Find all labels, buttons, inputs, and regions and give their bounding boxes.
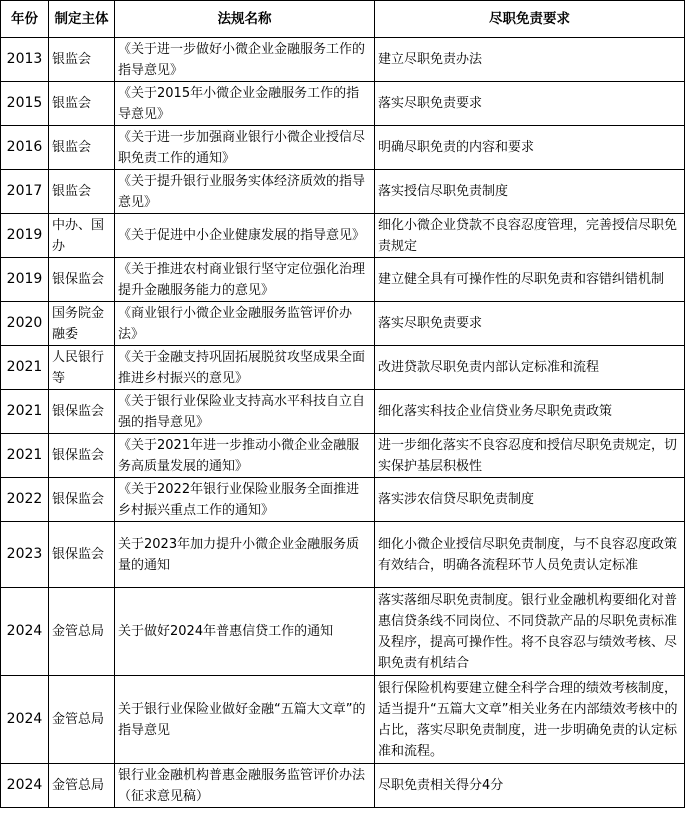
table-row [1,170,685,214]
table-row [1,390,685,434]
cell-title: 《关于2021年进一步推动小微企业金融服务高质量发展的通知》 [115,434,375,478]
header-requirement: 尽职免责要求 [375,1,685,38]
cell-requirement: 落实落细尽职免责制度。银行业金融机构要细化对普惠信贷条线不同岗位、不同贷款产品的尽职免责标准及程序，提高可操作性。将不良容忍与绩效考核、尽职免责有机结合 [375,588,685,676]
cell-title: 《关于2015年小微企业金融服务工作的指导意见》 [115,82,375,126]
table-row [1,38,685,82]
cell-body: 金管总局 [49,676,115,764]
cell-year: 2021 [1,346,49,390]
cell-body: 银监会 [49,126,115,170]
cell-requirement: 建立健全具有可操作性的尽职免责和容错纠错机制 [375,258,685,302]
table-row [1,478,685,522]
cell-title: 《关于2022年银行业保险业服务全面推进乡村振兴重点工作的通知》 [115,478,375,522]
cell-title: 关于银行业保险业做好金融“五篇大文章”的指导意见 [115,676,375,764]
table-row [1,676,685,764]
cell-title: 《关于金融支持巩固拓展脱贫攻坚成果全面推进乡村振兴的意见》 [115,346,375,390]
cell-body: 金管总局 [49,764,115,808]
cell-requirement: 落实尽职免责要求 [375,82,685,126]
cell-title: 《商业银行小微企业金融服务监管评价办法》 [115,302,375,346]
table-row [1,82,685,126]
cell-body: 银保监会 [49,478,115,522]
cell-requirement: 细化小微企业授信尽职免责制度，与不良容忍度政策有效结合，明确各流程环节人员免责认定标准 [375,522,685,588]
cell-year: 2024 [1,764,49,808]
cell-body: 人民银行等 [49,346,115,390]
header-year: 年份 [1,1,49,38]
cell-year: 2023 [1,522,49,588]
cell-year: 2015 [1,82,49,126]
cell-title: 《关于促进中小企业健康发展的指导意见》 [115,214,375,258]
cell-body: 银保监会 [49,258,115,302]
cell-year: 2020 [1,302,49,346]
cell-year: 2019 [1,214,49,258]
cell-body: 银监会 [49,82,115,126]
cell-body: 中办、国办 [49,214,115,258]
cell-body: 银监会 [49,38,115,82]
cell-requirement: 银行保险机构要建立健全科学合理的绩效考核制度，适当提升“五篇大文章”相关业务在内部绩效考核中的占比，落实尽职免责制度，进一步明确免责的认定标准和流程。 [375,676,685,764]
table-row [1,346,685,390]
table-row [1,214,685,258]
cell-title: 《关于进一步加强商业银行小微企业授信尽职免责工作的通知》 [115,126,375,170]
cell-requirement: 进一步细化落实不良容忍度和授信尽职免责规定，切实保护基层积极性 [375,434,685,478]
cell-year: 2021 [1,434,49,478]
cell-year: 2013 [1,38,49,82]
cell-title: 关于2023年加力提升小微企业金融服务质量的通知 [115,522,375,588]
cell-year: 2019 [1,258,49,302]
cell-requirement: 改进贷款尽职免责内部认定标准和流程 [375,346,685,390]
cell-body: 银保监会 [49,390,115,434]
cell-body: 银监会 [49,170,115,214]
cell-requirement: 建立尽职免责办法 [375,38,685,82]
cell-body: 国务院金融委 [49,302,115,346]
table-body [1,38,685,808]
cell-requirement: 尽职免责相关得分4分 [375,764,685,808]
table-row [1,522,685,588]
cell-requirement: 落实尽职免责要求 [375,302,685,346]
table-row [1,258,685,302]
header-body: 制定主体 [49,1,115,38]
table-row [1,434,685,478]
table-row [1,588,685,676]
cell-title: 《关于进一步做好小微企业金融服务工作的指导意见》 [115,38,375,82]
cell-requirement: 细化落实科技企业信贷业务尽职免责政策 [375,390,685,434]
header-row [1,1,685,38]
cell-title: 银行业金融机构普惠金融服务监管评价办法（征求意见稿） [115,764,375,808]
cell-title: 关于做好2024年普惠信贷工作的通知 [115,588,375,676]
cell-body: 银保监会 [49,434,115,478]
cell-year: 2022 [1,478,49,522]
cell-year: 2024 [1,588,49,676]
cell-year: 2024 [1,676,49,764]
cell-body: 金管总局 [49,588,115,676]
table-row [1,126,685,170]
cell-requirement: 落实授信尽职免责制度 [375,170,685,214]
table-row [1,302,685,346]
cell-requirement: 细化小微企业贷款不良容忍度管理，完善授信尽职免责规定 [375,214,685,258]
cell-year: 2017 [1,170,49,214]
cell-title: 《关于提升银行业服务实体经济质效的指导意见》 [115,170,375,214]
header-title: 法规名称 [115,1,375,38]
cell-title: 《关于推进农村商业银行坚守定位强化治理提升金融服务能力的意见》 [115,258,375,302]
table-row [1,764,685,808]
cell-year: 2021 [1,390,49,434]
cell-requirement: 明确尽职免责的内容和要求 [375,126,685,170]
cell-title: 《关于银行业保险业支持高水平科技自立自强的指导意见》 [115,390,375,434]
cell-requirement: 落实涉农信贷尽职免责制度 [375,478,685,522]
table-header [1,1,685,38]
cell-year: 2016 [1,126,49,170]
cell-body: 银保监会 [49,522,115,588]
